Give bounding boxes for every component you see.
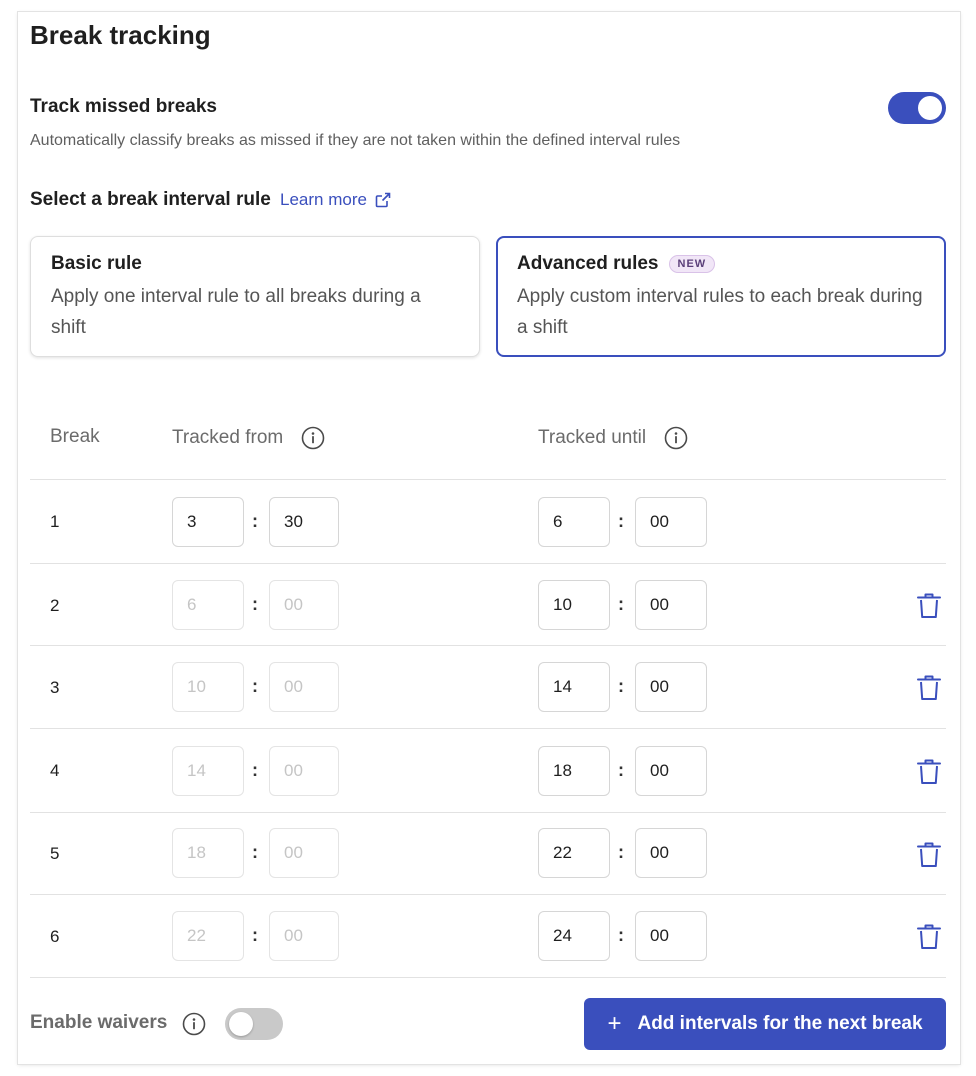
tracked-from-hour-input: 10 [172, 662, 244, 712]
tracked-until-minute-input[interactable]: 00 [635, 828, 707, 878]
time-separator: : [252, 594, 258, 614]
new-badge: NEW [669, 255, 716, 273]
tracked-until-hour-input[interactable]: 6 [538, 497, 610, 547]
tracked-until-minute-input[interactable]: 00 [635, 746, 707, 796]
tracked-until-minute-input[interactable]: 00 [635, 580, 707, 630]
advanced-rules-card[interactable] [496, 236, 946, 357]
tracked-from-hour-input[interactable]: 3 [172, 497, 244, 547]
tracked-until-hour-input[interactable]: 14 [538, 662, 610, 712]
row-number: 4 [50, 761, 60, 780]
trash-icon[interactable] [916, 841, 942, 869]
tracked-from-minute-input: 00 [269, 911, 339, 961]
tracked-from-minute-input[interactable]: 30 [269, 497, 339, 547]
row-number: 5 [50, 844, 60, 863]
learn-more-text: Learn more [280, 190, 367, 209]
time-separator: : [252, 676, 258, 696]
trash-icon[interactable] [916, 674, 942, 702]
add-intervals-button[interactable] [584, 998, 946, 1050]
row-number: 2 [50, 596, 60, 615]
row-divider [30, 977, 946, 978]
tracked-until-hour-input[interactable]: 24 [538, 911, 610, 961]
tracked-until-minute-input[interactable]: 00 [635, 497, 707, 547]
tracked-from-hour-input: 14 [172, 746, 244, 796]
enable-waivers-label: Enable waivers [30, 1012, 168, 1033]
row-divider [30, 812, 946, 813]
track-missed-label: Track missed breaks [30, 96, 217, 117]
time-separator: : [618, 842, 624, 862]
header-tracked-until-text: Tracked until [538, 427, 647, 448]
basic-rule-description: Apply one interval rule to all breaks during a shift [51, 286, 421, 338]
external-link-icon [375, 192, 391, 208]
basic-rule-title: Basic rule [51, 253, 142, 274]
enable-waivers-toggle[interactable] [225, 1008, 283, 1040]
tracked-until-hour-input[interactable]: 10 [538, 580, 610, 630]
break-tracking-panel [18, 12, 960, 1064]
header-tracked-from [172, 426, 325, 450]
tracked-from-minute-input: 00 [269, 662, 339, 712]
page-title: Break tracking [30, 20, 211, 50]
tracked-from-hour-input: 6 [172, 580, 244, 630]
info-icon[interactable] [182, 1012, 206, 1036]
tracked-until-hour-input[interactable]: 22 [538, 828, 610, 878]
row-divider [30, 563, 946, 564]
trash-icon[interactable] [916, 592, 942, 620]
toggle-knob [918, 96, 942, 120]
tracked-from-minute-input: 00 [269, 746, 339, 796]
interval-rule-label: Select a break interval rule [30, 189, 271, 210]
row-number: 6 [50, 927, 60, 946]
advanced-rules-title: Advanced rules [517, 253, 659, 274]
tracked-until-hour-input[interactable]: 18 [538, 746, 610, 796]
row-divider [30, 479, 946, 480]
tracked-from-hour-input: 18 [172, 828, 244, 878]
basic-rule-card[interactable] [30, 236, 480, 357]
plus-icon: + [607, 1010, 622, 1037]
tracked-from-hour-input: 22 [172, 911, 244, 961]
header-break [50, 426, 100, 448]
add-intervals-label: Add intervals for the next break [637, 1013, 923, 1034]
tracked-from-minute-input: 00 [269, 580, 339, 630]
tracked-from-minute-input: 00 [269, 828, 339, 878]
tracked-until-minute-input[interactable]: 00 [635, 911, 707, 961]
info-icon[interactable] [664, 426, 688, 450]
trash-icon[interactable] [916, 758, 942, 786]
info-icon[interactable] [301, 426, 325, 450]
time-separator: : [618, 594, 624, 614]
time-separator: : [252, 760, 258, 780]
time-separator: : [618, 511, 624, 531]
row-divider [30, 728, 946, 729]
track-missed-description: Automatically classify breaks as missed if they are not taken within the defined interval rules [30, 132, 681, 149]
row-divider [30, 894, 946, 895]
learn-more-link[interactable] [280, 190, 391, 210]
row-number: 3 [50, 678, 60, 697]
time-separator: : [252, 842, 258, 862]
time-separator: : [618, 760, 624, 780]
row-divider [30, 645, 946, 646]
header-break-text: Break [50, 426, 100, 447]
time-separator: : [252, 511, 258, 531]
advanced-rules-description: Apply custom interval rules to each break during a shift [517, 286, 923, 338]
trash-icon[interactable] [916, 923, 942, 951]
time-separator: : [618, 925, 624, 945]
toggle-knob [229, 1012, 253, 1036]
header-tracked-until [538, 426, 688, 450]
tracked-until-minute-input[interactable]: 00 [635, 662, 707, 712]
track-missed-toggle[interactable] [888, 92, 946, 124]
row-number: 1 [50, 512, 60, 531]
time-separator: : [618, 676, 624, 696]
time-separator: : [252, 925, 258, 945]
header-tracked-from-text: Tracked from [172, 427, 284, 448]
